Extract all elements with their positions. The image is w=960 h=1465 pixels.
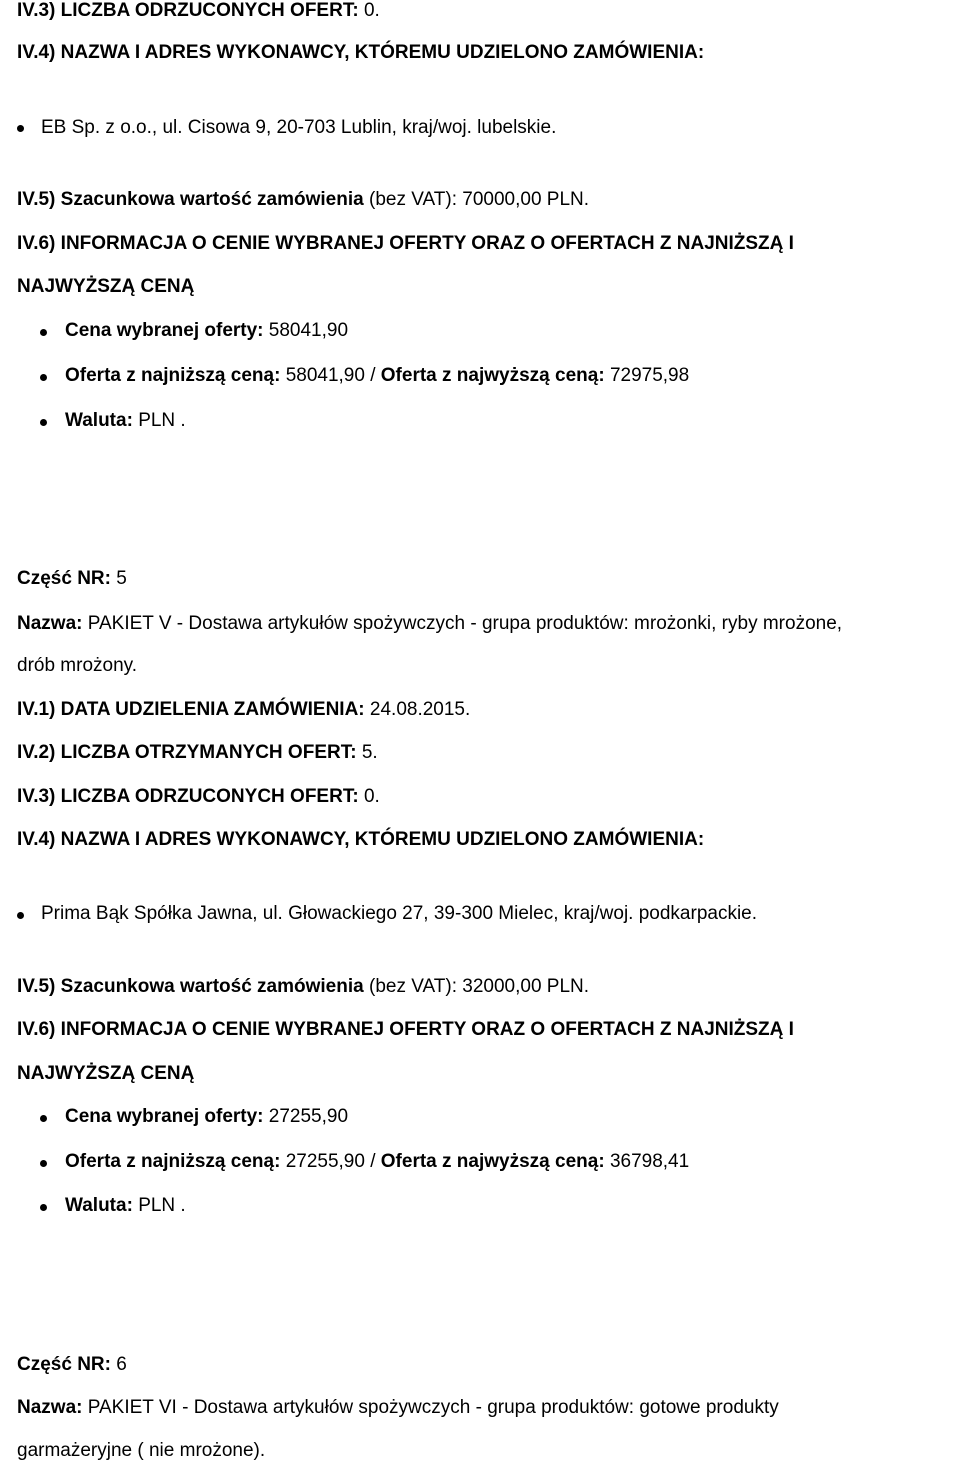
part5-name-line1: Nazwa: PAKIET V - Dostawa artykułów spożywczych - grupa produktów: mrożonki, ryby mrożone,	[17, 613, 843, 634]
part5-price-range: Oferta z najniższą ceną: 27255,90 / Oferta z najwyższą ceną: 36798,41	[65, 1151, 690, 1172]
bullet-icon	[17, 912, 24, 919]
iv4-heading: IV.4) NAZWA I ADRES WYKONAWCY, KTÓREMU UDZIELONO ZAMÓWIENIA:	[17, 42, 705, 63]
iv6-heading-line2: NAJWYŻSZĄ CENĄ	[17, 276, 195, 297]
part5-iv3: IV.3) LICZBA ODRZUCONYCH OFERT: 0.	[17, 786, 380, 807]
part5-iv4: IV.4) NAZWA I ADRES WYKONAWCY, KTÓREMU UDZIELONO ZAMÓWIENIA:	[17, 829, 705, 850]
part5-selected-price: Cena wybranej oferty: 27255,90	[65, 1106, 349, 1127]
part6-name-line2: garmażeryjne ( nie mrożone).	[17, 1440, 266, 1461]
part5-contractor-address: Prima Bąk Spółka Jawna, ul. Głowackiego 27, 39-300 Mielec, kraj/woj. podkarpackie.	[41, 903, 758, 924]
bullet-icon	[40, 374, 47, 381]
bullet-icon	[40, 1160, 47, 1167]
part5-currency: Waluta: PLN .	[65, 1195, 186, 1216]
part5-name-line2: drób mrożony.	[17, 655, 138, 676]
bullet-icon	[17, 125, 24, 132]
part5-iv2: IV.2) LICZBA OTRZYMANYCH OFERT: 5.	[17, 742, 378, 763]
part5-iv5: IV.5) Szacunkowa wartość zamówienia (bez VAT): 32000,00 PLN.	[17, 976, 590, 997]
part5-number: Część NR: 5	[17, 568, 127, 589]
part6-name-line1: Nazwa: PAKIET VI - Dostawa artykułów spożywczych - grupa produktów: gotowe produkty	[17, 1397, 779, 1418]
part5-iv6-line2: NAJWYŻSZĄ CENĄ	[17, 1063, 195, 1084]
bullet-icon	[40, 1204, 47, 1211]
iv3-value: 0.	[363, 0, 380, 21]
bullet-icon	[40, 1115, 47, 1122]
price-range: Oferta z najniższą ceną: 58041,90 / Oferta z najwyższą ceną: 72975,98	[65, 365, 690, 386]
part6-number: Część NR: 6	[17, 1354, 127, 1375]
currency: Waluta: PLN .	[65, 410, 186, 431]
iv6-heading-line1: IV.6) INFORMACJA O CENIE WYBRANEJ OFERTY ORAZ O OFERTACH Z NAJNIŻSZĄ I	[17, 233, 794, 254]
part5-iv1: IV.1) DATA UDZIELENIA ZAMÓWIENIA: 24.08.2015.	[17, 699, 471, 720]
bullet-icon	[40, 419, 47, 426]
iv3-line	[17, 0, 380, 22]
part5-iv6-line1: IV.6) INFORMACJA O CENIE WYBRANEJ OFERTY ORAZ O OFERTACH Z NAJNIŻSZĄ I	[17, 1019, 794, 1040]
contractor-address: EB Sp. z o.o., ul. Cisowa 9, 20-703 Lublin, kraj/woj. lubelskie.	[41, 117, 557, 138]
selected-price: Cena wybranej oferty: 58041,90	[65, 320, 349, 341]
bullet-icon	[40, 329, 47, 336]
iv3-label: IV.3) LICZBA ODRZUCONYCH OFERT:	[17, 0, 359, 21]
iv5-line: IV.5) Szacunkowa wartość zamówienia (bez VAT): 70000,00 PLN.	[17, 189, 590, 210]
